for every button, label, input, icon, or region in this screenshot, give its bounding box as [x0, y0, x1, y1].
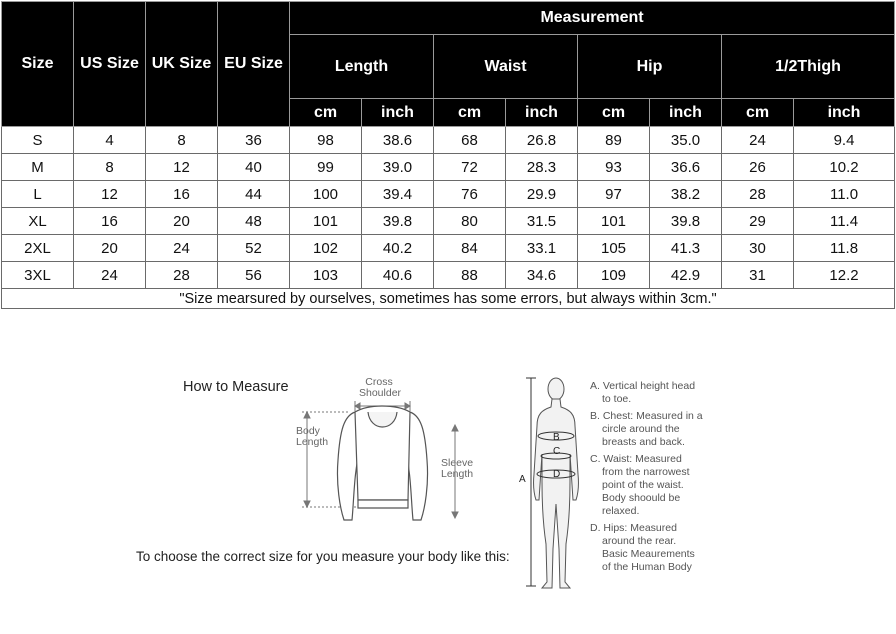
measurement-legend: [590, 380, 730, 578]
table-cell: 109: [578, 262, 650, 289]
legend-line: circle around the: [602, 423, 680, 435]
table-cell: 29.9: [506, 181, 578, 208]
legend-line: point of the waist.: [602, 479, 684, 491]
sweater-measure-diagram: [300, 387, 470, 525]
table-cell: S: [2, 127, 74, 154]
table-cell: 102: [290, 235, 362, 262]
point-b-label: B: [553, 432, 560, 443]
how-to-measure-title: How to Measure: [183, 379, 289, 395]
size-chart-table: [1, 1, 895, 309]
legend-line: Basic Meaurements: [602, 548, 695, 560]
legend-line: relaxed.: [602, 505, 640, 517]
table-cell: 42.9: [650, 262, 722, 289]
table-cell: 68: [434, 127, 506, 154]
table-cell: 100: [290, 181, 362, 208]
table-cell: 12: [146, 154, 218, 181]
legend-a: [590, 380, 730, 406]
header-eu-size: EU Size: [218, 2, 290, 127]
legend-line: C. Waist: Measured: [590, 453, 682, 465]
table-cell: 40.6: [362, 262, 434, 289]
instruction-text: To choose the correct size for you measure your body like this:: [136, 549, 510, 564]
table-cell: 44: [218, 181, 290, 208]
table-cell: 56: [218, 262, 290, 289]
table-cell: 89: [578, 127, 650, 154]
table-cell: 38.6: [362, 127, 434, 154]
table-cell: 8: [74, 154, 146, 181]
size-table-body: [2, 127, 895, 309]
table-cell: 3XL: [2, 262, 74, 289]
table-cell: 36: [218, 127, 290, 154]
point-c-label: C: [553, 446, 561, 457]
table-cell: 20: [74, 235, 146, 262]
body-length-label-line: Body: [296, 425, 320, 437]
table-cell: 41.3: [650, 235, 722, 262]
table-cell: 35.0: [650, 127, 722, 154]
table-cell: 40: [218, 154, 290, 181]
table-row: [2, 208, 895, 235]
table-cell: 97: [578, 181, 650, 208]
table-cell: M: [2, 154, 74, 181]
legend-line: A. Vertical height head: [590, 380, 696, 392]
table-row: [2, 262, 895, 289]
table-cell: 39.8: [362, 208, 434, 235]
unit-cm: cm: [290, 99, 362, 127]
table-cell: 12: [74, 181, 146, 208]
header-measurement: Measurement: [290, 2, 895, 35]
table-cell: 8: [146, 127, 218, 154]
table-cell: 12.2: [794, 262, 895, 289]
table-cell: 80: [434, 208, 506, 235]
body-length-label-line: Length: [296, 436, 329, 448]
unit-inch: inch: [362, 99, 434, 127]
legend-line: D. Hips: Measured: [590, 522, 677, 534]
table-note-row: [2, 289, 895, 309]
table-cell: 20: [146, 208, 218, 235]
table-cell: 39.4: [362, 181, 434, 208]
table-cell: 48: [218, 208, 290, 235]
table-cell: 103: [290, 262, 362, 289]
header-length: Length: [290, 35, 434, 99]
table-cell: 30: [722, 235, 794, 262]
table-cell: 36.6: [650, 154, 722, 181]
table-cell: 33.1: [506, 235, 578, 262]
unit-inch: inch: [506, 99, 578, 127]
table-cell: 72: [434, 154, 506, 181]
table-cell: 52: [218, 235, 290, 262]
table-cell: 24: [722, 127, 794, 154]
table-cell: 28: [722, 181, 794, 208]
unit-cm: cm: [434, 99, 506, 127]
table-cell: 39.8: [650, 208, 722, 235]
measurement-note: "Size mearsured by ourselves, sometimes has some errors, but always within 3cm.": [2, 289, 895, 309]
table-cell: 93: [578, 154, 650, 181]
table-cell: L: [2, 181, 74, 208]
table-cell: XL: [2, 208, 74, 235]
table-cell: 28.3: [506, 154, 578, 181]
sleeve-length-label-line: Length: [441, 468, 474, 480]
legend-b: [590, 410, 730, 449]
legend-line: to toe.: [602, 393, 632, 405]
table-cell: 88: [434, 262, 506, 289]
legend-line: B. Chest: Measured in a: [590, 410, 703, 422]
table-row: [2, 235, 895, 262]
table-cell: 101: [578, 208, 650, 235]
header-uk-size: UK Size: [146, 2, 218, 127]
cross-shoulder-label-line: Cross: [365, 376, 393, 388]
table-row: [2, 127, 895, 154]
table-row: [2, 181, 895, 208]
table-cell: 4: [74, 127, 146, 154]
table-cell: 16: [74, 208, 146, 235]
body-measure-figure: [518, 374, 588, 596]
cross-shoulder-label-line: Shoulder: [359, 387, 402, 399]
unit-cm: cm: [722, 99, 794, 127]
table-cell: 11.4: [794, 208, 895, 235]
table-cell: 38.2: [650, 181, 722, 208]
table-cell: 76: [434, 181, 506, 208]
point-a-label: A: [519, 474, 526, 485]
table-cell: 98: [290, 127, 362, 154]
legend-line: of the Human Body: [602, 561, 692, 573]
table-cell: 84: [434, 235, 506, 262]
header-size: Size: [2, 2, 74, 127]
header-half-thigh: 1/2Thigh: [722, 35, 895, 99]
legend-line: around the rear.: [602, 535, 677, 547]
table-cell: 34.6: [506, 262, 578, 289]
table-cell: 29: [722, 208, 794, 235]
point-d-label: D: [553, 469, 561, 480]
table-cell: 9.4: [794, 127, 895, 154]
unit-inch: inch: [650, 99, 722, 127]
table-cell: 24: [146, 235, 218, 262]
legend-line: Body shoould be: [602, 492, 681, 504]
legend-d: [590, 522, 730, 574]
table-cell: 105: [578, 235, 650, 262]
table-cell: 26.8: [506, 127, 578, 154]
table-cell: 24: [74, 262, 146, 289]
legend-line: from the narrowest: [602, 466, 690, 478]
header-us-size: US Size: [74, 2, 146, 127]
table-row: [2, 154, 895, 181]
table-cell: 101: [290, 208, 362, 235]
header-hip: Hip: [578, 35, 722, 99]
unit-cm: cm: [578, 99, 650, 127]
legend-c: [590, 453, 730, 518]
legend-line: breasts and back.: [602, 436, 685, 448]
table-cell: 40.2: [362, 235, 434, 262]
sleeve-length-label-line: Sleeve: [441, 457, 474, 469]
table-cell: 31: [722, 262, 794, 289]
table-cell: 26: [722, 154, 794, 181]
header-waist: Waist: [434, 35, 578, 99]
table-cell: 99: [290, 154, 362, 181]
table-cell: 31.5: [506, 208, 578, 235]
table-cell: 11.0: [794, 181, 895, 208]
table-cell: 39.0: [362, 154, 434, 181]
table-cell: 16: [146, 181, 218, 208]
unit-inch: inch: [794, 99, 895, 127]
table-cell: 2XL: [2, 235, 74, 262]
table-cell: 10.2: [794, 154, 895, 181]
table-cell: 28: [146, 262, 218, 289]
table-cell: 11.8: [794, 235, 895, 262]
